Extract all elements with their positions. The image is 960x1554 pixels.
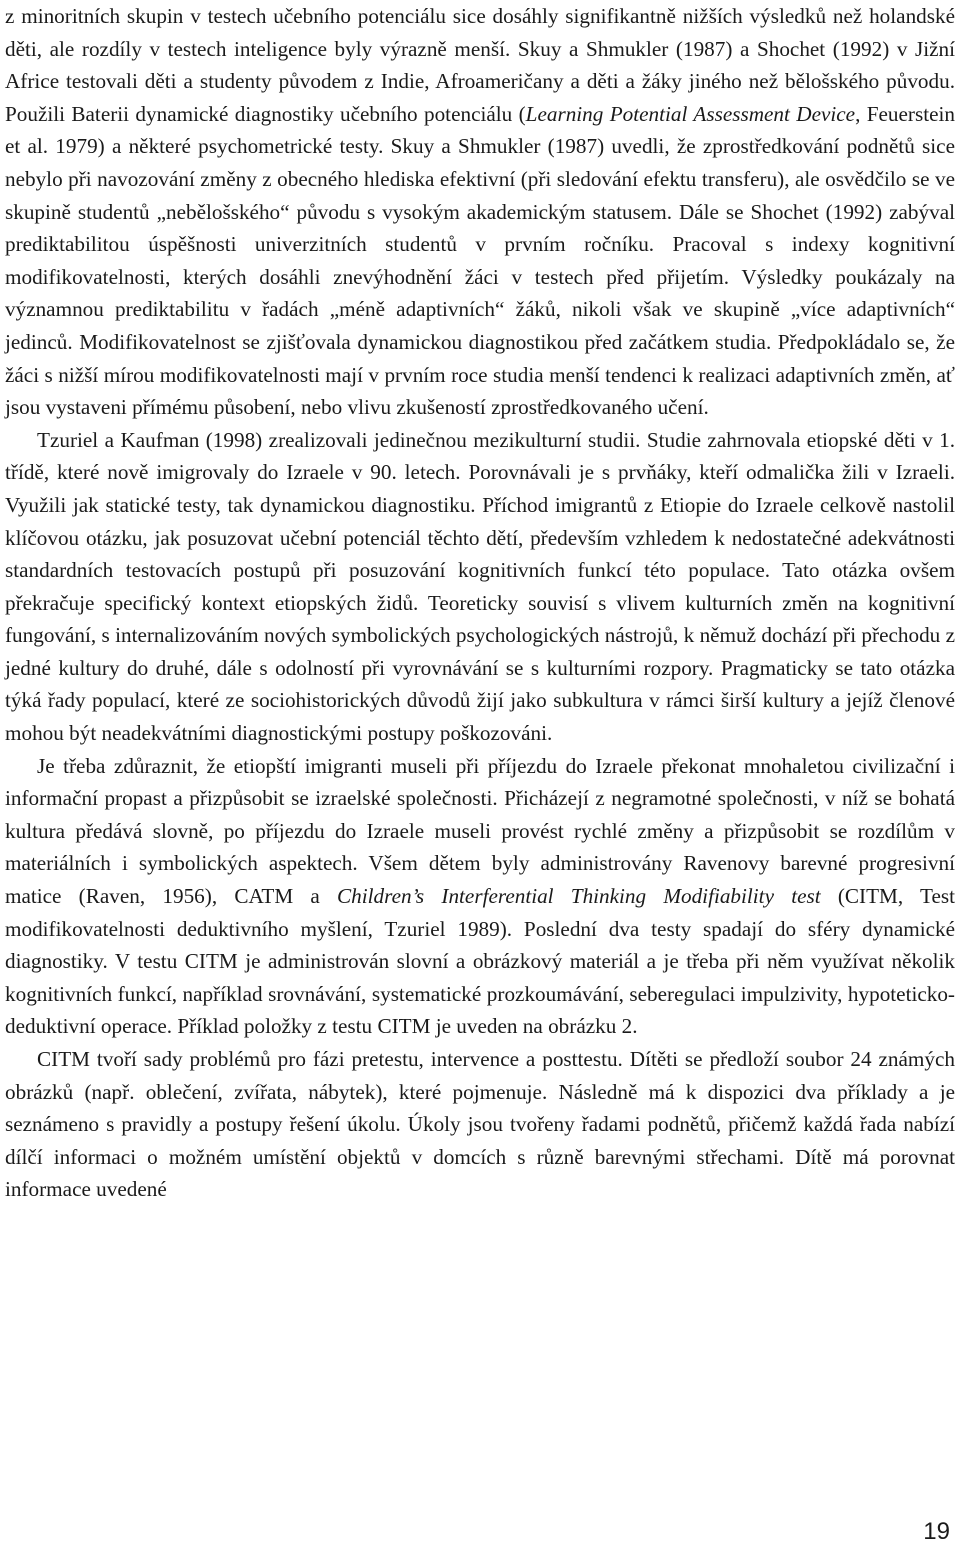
paragraph-3-text-cont: (CITM, Test modifikovatelnosti deduktivního myšlení, Tzuriel 1989). Poslední dva testy spadají do sféry dynamické diagnostiky. V testu CITM je administrován slovní a obrázkový materiál a je třeba při něm využívat několik kognitivních funkcí, například srovnávání, systematické prozkoumávání, seberegulaci impulzivity, hypoteticko-deduktivní operace. Příklad položky z testu CITM je uveden na obrázku 2. [5,884,955,1039]
paragraph-1-text-cont: , Feuerstein et al. 1979) a některé psychometrické testy. Skuy a Shmukler (1987) uvedli, že zprostředkování podnětů sice nebylo při navozování změny z obecného hlediska efektivní (při sledování efektu transferu), ale osvědčilo se ve skupině studentů „nebělošského“ původu s vysokým akademickým statusem. Dále se Shochet (1992) zabýval prediktabilitou úspěšnosti univerzitních studentů v prvním ročníku. Pracoval s indexy kognitivní modifikovatelnosti, kterých dosáhli znevýhodnění žáci v testech před přijetím. Výsledky poukázaly na významnou prediktabilitu v řadách „méně adaptivních“ žáků, nikoli však ve skupině „více adaptivních“ jedinců. Modifikovatelnost se zjišťovala dynamickou diagnostikou před začátkem studia. Předpokládalo se, že žáci s nižší mírou modifikovatelnosti mají v prvním roce studia menší tendenci k realizaci adaptivních změn, ať jsou vystaveni přímému působení, nebo vlivu zkušeností zprostředkovaného učení. [5,101,955,420]
paragraph-3 [5,750,955,1043]
paragraph-1-text: z minoritních skupin v testech učebního potenciálu sice dosáhly signifikantně nižších výsledků než holandské děti, ale rozdíly v testech inteligence byly výrazně menší. Skuy a Shmukler (1987) a Shochet (1992) v Jižní Africe testovali děti a studenty původem z Indie, Afroameričany a děti a žáky jiného než bělošského původu. Použili Baterii dynamické diagnostiky učebního potenciálu ( [5,4,955,126]
page-body [5,0,955,1206]
paragraph-3-italic-title: Children’s Interferential Thinking Modifiability test [337,884,821,909]
paragraph-3-text: Je třeba zdůraznit, že etiopští imigranti museli při příjezdu do Izraele překonat mnohaletou civilizační i informační propast a přizpůsobit se izraelské společnosti. Přicházejí z negramotné společnosti, v níž se bohatá kultura předává slovně, po příjezdu do Izraele museli provést rychlé změny a přizpůsobit se rozdílům v materiálních i symbolických aspektech. Všem dětem byly administrovány Ravenovy barevné progresivní matice (Raven, 1956), CATM a [5,753,955,909]
paragraph-2 [5,424,955,750]
paragraph-4-text: CITM tvoří sady problémů pro fázi pretestu, intervence a posttestu. Dítěti se předloží soubor 24 známých obrázků (např. oblečení, zvířata, nábytek), které pojmenuje. Následně má k dispozici dva příklady a je seznámeno s pravidly a postupy řešení úkolu. Úkoly jsou tvořeny řadami podnětů, přičemž každá řada nabízí dílčí informaci o možném umístění objektů v domcích s různě barevnými střechami. Dítě má porovnat informace uvedené [5,1047,955,1202]
page-number: 19 [923,1518,950,1545]
paragraph-4 [5,1043,955,1206]
paragraph-2-text: Tzuriel a Kaufman (1998) zrealizovali jedinečnou mezikulturní studii. Studie zahrnovala etiopské děti v 1. třídě, které nově imigrovaly do Izraele v 90. letech. Porovnávali je s prvňáky, kteří odmalička žili v Izraeli. Využili jak statické testy, tak dynamickou diagnostiku. Příchod imigrantů z Etiopie do Izraele celkově nastolil klíčovou otázku, jak posuzovat učební potenciál těchto dětí, především vzhledem k nedostatečné adekvátnosti standardních testovacích postupů při posuzování kognitivních funkcí této populace. Tato otázka ovšem překračuje specifický kontext etiopských židů. Teoreticky souvisí s vlivem kulturních změn na kognitivní fungování, s internalizováním nových symbolických psychologických nástrojů, k němuž dochází při přechodu z jedné kultury do druhé, dále s odolností při vyrovnávání se s kulturními rozpory. Pragmaticky se tato otázka týká řady populací, které ze sociohistorických důvodů žijí jako subkultura v rámci širší kultury a jejíž členové mohou být neadekvátními diagnostickými postupy poškozováni. [5,427,955,746]
paragraph-1 [5,0,955,424]
paragraph-1-italic-title: Learning Potential Assessment Device [525,101,856,126]
